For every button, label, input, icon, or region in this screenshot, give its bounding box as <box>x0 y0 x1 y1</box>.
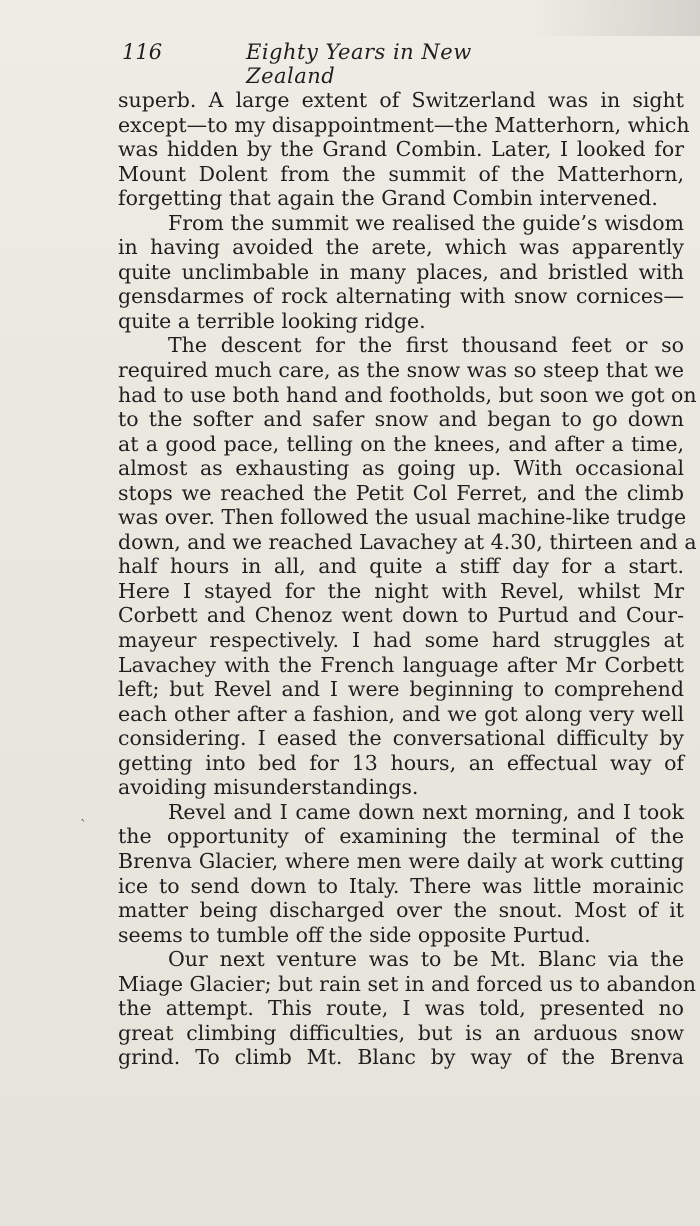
text-line: considering. I eased the conversational difficulty by <box>118 726 684 751</box>
text-line: in having avoided the arete, which was apparently <box>118 235 684 260</box>
text-line: quite unclimbable in many places, and bristled with <box>118 259 684 284</box>
text-line: stops we reached the Petit Col Ferret, and the climb <box>118 480 684 505</box>
text-line: ice to send down to Italy. There was little morainic <box>118 873 684 898</box>
text-line: required much care, as the snow was so steep that we <box>118 358 684 383</box>
text-line: Here I stayed for the night with Revel, whilst Mr <box>118 578 684 603</box>
body-text <box>118 88 697 1070</box>
text-line: Brenva Glacier, where men were daily at work cutting <box>118 848 684 873</box>
text-line: the attempt. This route, I was told, presented no <box>118 996 684 1021</box>
text-line: each other after a fashion, and we got along very well <box>118 701 684 726</box>
text-line: Mount Dolent from the summit of the Matterhorn, <box>118 161 684 186</box>
text-line: matter being discharged over the snout. Most of it <box>118 898 684 923</box>
text-line: to the softer and safer snow and began to go down <box>118 407 684 432</box>
text-line: seems to tumble off the side opposite Purtud. <box>118 922 591 947</box>
page-corner-shadow <box>530 0 700 36</box>
text-line: Revel and I came down next morning, and I took <box>168 799 684 824</box>
text-line: getting into bed for 13 hours, an effectual way of <box>118 750 684 775</box>
text-line: left; but Revel and I were beginning to comprehend <box>118 677 684 702</box>
book-title: Eighty Years in New Zealand <box>246 40 472 88</box>
text-line: half hours in all, and quite a stiff day for a start. <box>118 554 684 579</box>
text-line: was over. Then followed the usual machine-like trudge <box>118 505 687 530</box>
text-line: at a good pace, telling on the knees, and after a time, <box>118 431 684 456</box>
text-line: From the summit we realised the guide’s wisdom <box>168 210 684 235</box>
text-line: Corbett and Chenoz went down to Purtud and Cour- <box>118 603 684 628</box>
text-line: mayeur respectively. I had some hard struggles at <box>118 628 684 653</box>
text-line: almost as exhausting as going up. With occasional <box>118 456 684 481</box>
text-line: great climbing difficulties, but is an arduous snow <box>118 1020 684 1045</box>
page-number: 116 <box>122 40 163 64</box>
text-line: gensdarmes of rock alternating with snow cornices— <box>118 284 684 309</box>
text-line: superb. A large extent of Switzerland was in sight <box>118 88 684 112</box>
text-line: Miage Glacier; but rain set in and forced us to abandon <box>118 971 696 996</box>
text-line: forgetting that again the Grand Combin intervened. <box>118 186 658 211</box>
text-line: the opportunity of examining the terminal of the <box>118 824 684 849</box>
text-line: Our next venture was to be Mt. Blanc via the <box>168 947 684 972</box>
text-line: avoiding misunderstandings. <box>118 775 419 800</box>
text-line: down, and we reached Lavachey at 4.30, thirteen and a <box>118 529 697 554</box>
text-line: The descent for the first thousand feet or so <box>168 333 684 358</box>
text-line: grind. To climb Mt. Blanc by way of the Brenva <box>118 1045 684 1070</box>
text-line: except—to my disappointment—the Matterhorn, which <box>118 112 690 137</box>
margin-mark: ˋ <box>80 818 87 834</box>
text-line: had to use both hand and footholds, but soon we got on <box>118 382 697 407</box>
text-line: Lavachey with the French language after Mr Corbett <box>118 652 684 677</box>
running-head <box>122 40 562 88</box>
text-line: was hidden by the Grand Combin. Later, I looked for <box>118 137 684 162</box>
text-line: quite a terrible looking ridge. <box>118 308 426 333</box>
